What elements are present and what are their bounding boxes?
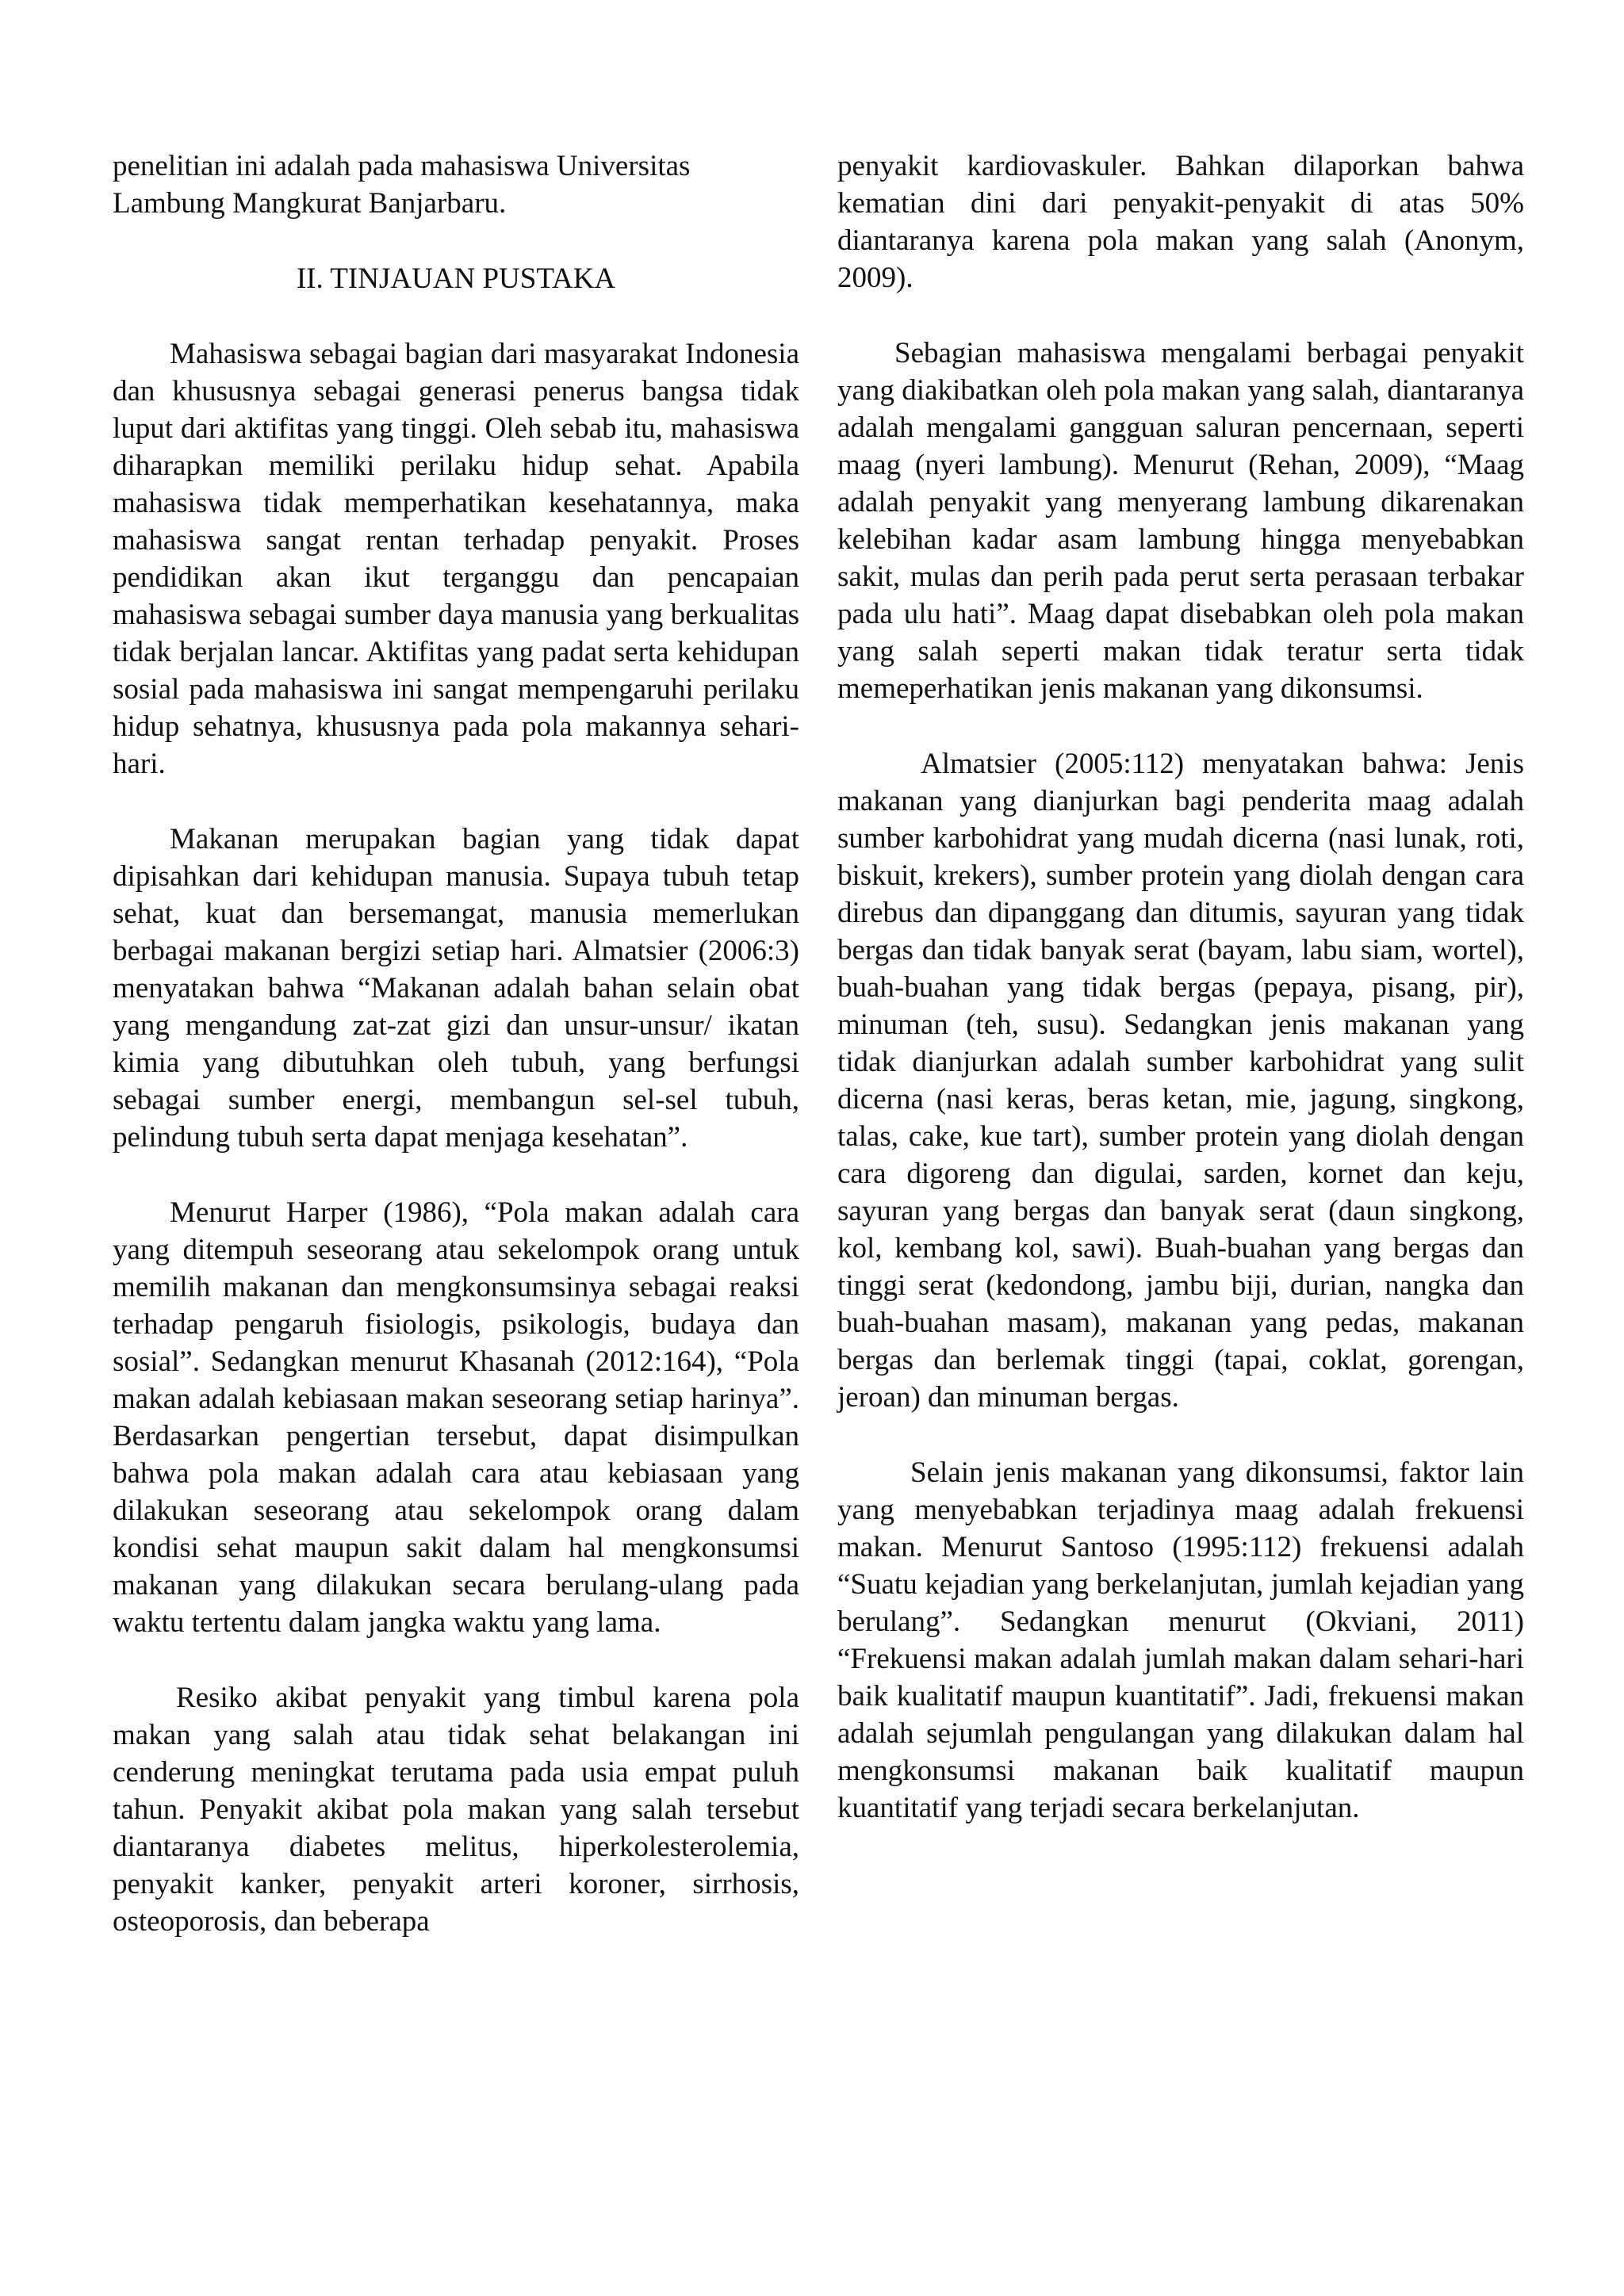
- paragraph-mahasiswa: Mahasiswa sebagai bagian dari masyarakat Indonesia dan khususnya sebagai generasi penerus bangsa tidak luput dari aktifitas yang tinggi. Oleh sebab itu, mahasiswa diharapkan memiliki perilaku hidup sehat. Apabila mahasiswa tidak memperhatikan kesehatannya, maka mahasiswa sangat rentan terhadap penyakit. Proses pendidikan akan ikut terganggu dan pencapaian mahasiswa sebagai sumber daya manusia yang berkualitas tidak berjalan lancar. Aktifitas yang padat serta kehidupan sosial pada mahasiswa ini sangat mempengaruhi perilaku hidup sehatnya, khususnya pada pola makannya sehari-hari.: [113, 338, 799, 780]
- paragraph-frekuensi: Selain jenis makanan yang dikonsumsi, faktor lain yang menyebabkan terjadinya maag adalah frekuensi makan. Menurut Santoso (1995:112) frekuensi adalah “Suatu kejadian yang berkelanjutan, jumlah kejadian yang berulang”. Sedangkan menurut (Okviani, 2011) “Frekuensi makan adalah jumlah makan dalam sehari-hari baik kualitatif maupun kuantitatif”. Jadi, frekuensi makan adalah sejumlah pengulangan yang dilakukan dalam hal mengkonsumsi makanan baik kualitatif maupun kuantitatif yang terjadi secara berkelanjutan.: [837, 1456, 1524, 1824]
- paragraph-makanan: Makanan merupakan bagian yang tidak dapat dipisahkan dari kehidupan manusia. Supaya tubuh tetap sehat, kuat dan bersemangat, manusia memerlukan berbagai makanan bergizi setiap hari. Almatsier (2006:3) menyatakan bahwa “Makanan adalah bahan selain obat yang mengandung zat-zat gizi dan unsur-unsur/ ikatan kimia yang dibutuhkan oleh tubuh, yang berfungsi sebagai sumber energi, membangun sel-sel tubuh, pelindung tubuh serta dapat menjaga kesehatan”.: [113, 823, 799, 1154]
- right-column: [837, 147, 1524, 1865]
- paragraph-resiko: Resiko akibat penyakit yang timbul karena pola makan yang salah atau tidak sehat belakangan ini cenderung meningkat terutama pada usia empat puluh tahun. Penyakit akibat pola makan yang salah tersebut diantaranya diabetes melitus, hiperkolesterolemia, penyakit kanker, penyakit arteri koroner, sirrhosis, osteoporosis, dan beberapa: [113, 1682, 799, 1938]
- paragraph-pola-makan: Menurut Harper (1986), “Pola makan adalah cara yang ditempuh seseorang atau sekelompok orang untuk memilih makanan dan mengkonsumsinya sebagai reaksi terhadap pengaruh fisiologis, psikologis, budaya dan sosial”. Sedangkan menurut Khasanah (2012:164), “Pola makan adalah kebiasaan makan seseorang setiap harinya”. Berdasarkan pengertian tersebut, dapat disimpulkan bahwa pola makan adalah cara atau kebiasaan yang dilakukan seseorang atau sekelompok orang dalam kondisi sehat maupun sakit dalam hal mengkonsumsi makanan yang dilakukan secara berulang-ulang pada waktu tertentu dalam jangka waktu yang lama.: [113, 1196, 799, 1639]
- left-column: [113, 147, 799, 1978]
- paragraph-continuation-right: penyakit kardiovaskuler. Bahkan dilaporkan bahwa kematian dini dari penyakit-penyakit di atas 50% diantaranya karena pola makan yang salah (Anonym, 2009).: [837, 150, 1524, 294]
- paragraph-maag: Sebagian mahasiswa mengalami berbagai penyakit yang diakibatkan oleh pola makan yang salah, diantaranya adalah mengalami gangguan saluran pencernaan, seperti maag (nyeri lambung). Menurut (Rehan, 2009), “Maag adalah penyakit yang menyerang lambung dikarenakan kelebihan kadar asam lambung hingga menyebabkan sakit, mulas dan perih pada perut serta perasaan terbakar pada ulu hati”. Maag dapat disebabkan oleh pola makan yang salah seperti makan tidak teratur serta tidak memeperhatikan jenis makanan yang dikonsumsi.: [837, 337, 1524, 705]
- paragraph-almatsier: Almatsier (2005:112) menyatakan bahwa: Jenis makanan yang dianjurkan bagi penderita maag adalah sumber karbohidrat yang mudah dicerna (nasi lunak, roti, biskuit, krekers), sumber protein yang diolah dengan cara direbus dan dipanggang dan ditumis, sayuran yang tidak bergas dan tidak banyak serat (bayam, labu siam, wortel), buah-buahan yang tidak bergas (pepaya, pisang, pir), minuman (teh, susu). Sedangkan jenis makanan yang tidak dianjurkan adalah sumber karbohidrat yang sulit dicerna (nasi keras, beras ketan, mie, jagung, singkong, talas, cake, kue tart), sumber protein yang diolah dengan cara digoreng dan digulai, sarden, kornet dan keju, sayuran yang bergas dan banyak serat (daun singkong, kol, kembang kol, sawi). Buah-buahan yang bergas dan tinggi serat (kedondong, jambu biji, durian, nangka dan buah-buahan masam), makanan yang pedas, makanan bergas dan berlemak tinggi (tapai, coklat, gorengan, jeroan) dan minuman bergas.: [837, 748, 1524, 1414]
- section-heading: II. TINJAUAN PUSTAKA: [296, 262, 616, 295]
- paragraph-continuation: penelitian ini adalah pada mahasiswa Universitas Lambung Mangkurat Banjarbaru.: [113, 150, 691, 220]
